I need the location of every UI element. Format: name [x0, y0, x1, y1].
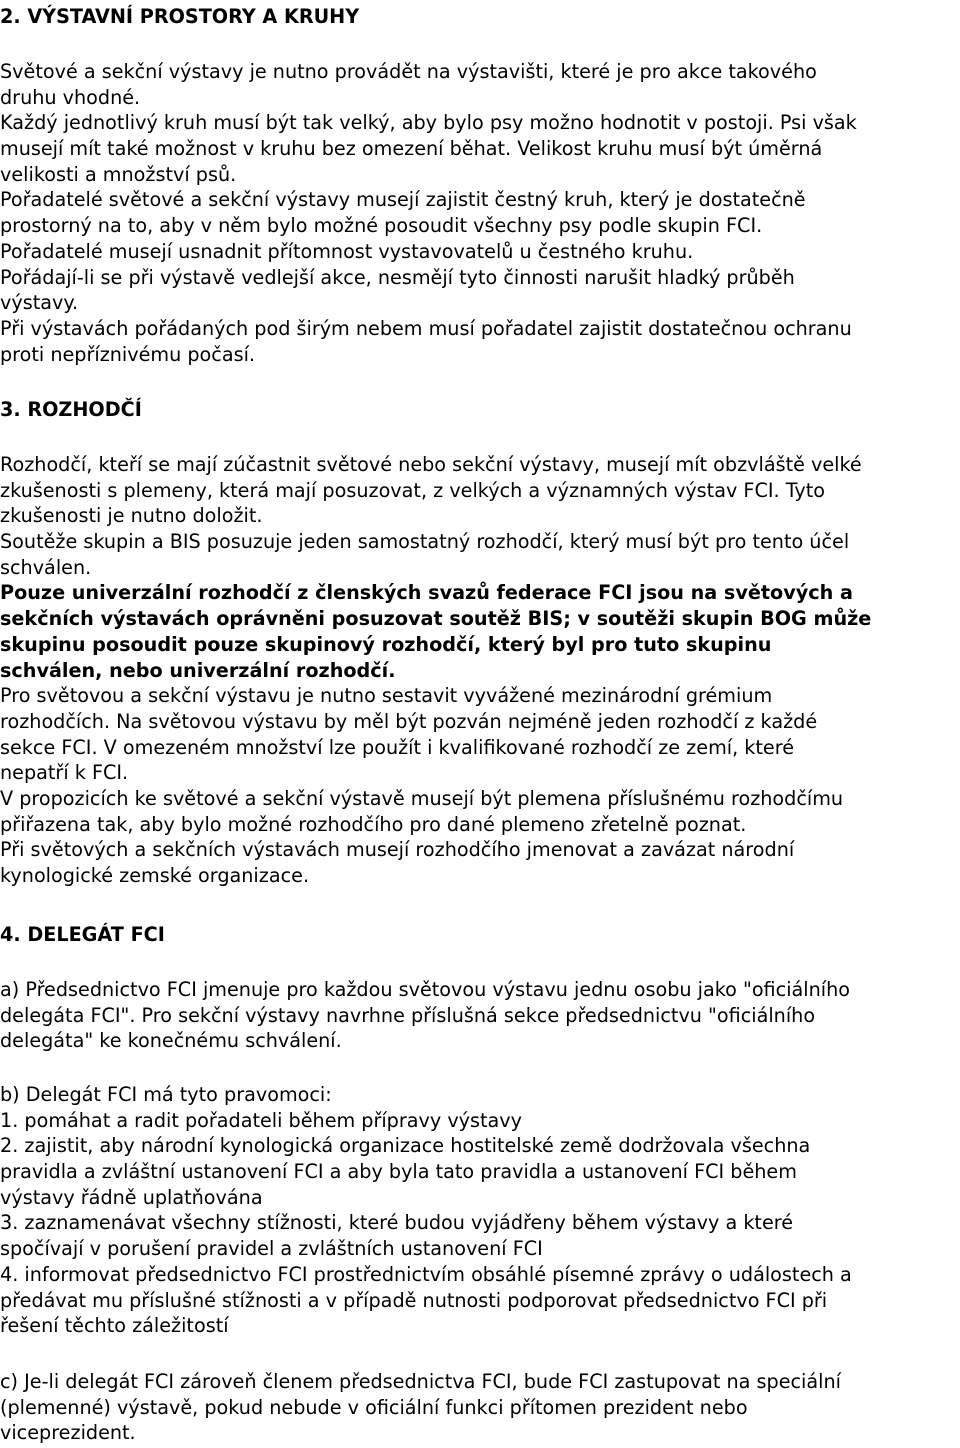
text-line: přiřazena tak, aby bylo možné rozhodčího pro dané plemeno zřetelně poznat.	[0, 812, 747, 836]
text-line: sekce FCI. V omezeném množství lze použít i kvalifikované rozhodčí ze zemí, které	[0, 735, 794, 759]
section-4-para-b	[0, 1082, 960, 1339]
section-4-para-a	[0, 977, 960, 1054]
text-line: Při světových a sekčních výstavách musejí rozhodčího jmenovat a zavázat národní	[0, 838, 795, 862]
text-line: zkušenosti je nutno doložit.	[0, 504, 263, 528]
text-line: výstavy.	[0, 291, 79, 315]
section-3-heading-block	[0, 397, 960, 423]
text-line: velikosti a množství psů.	[0, 162, 237, 186]
text-line: Soutěže skupin a BIS posuzuje jeden samostatný rozhodčí, který musí být pro tento účel	[0, 530, 850, 554]
section-4-heading: 4. DELEGÁT FCI	[0, 923, 165, 946]
text-line: Pro světovou a sekční výstavu je nutno sestavit vyvážené mezinárodní grémium	[0, 684, 773, 708]
text-line: prostorný na to, aby v něm bylo možné posoudit všechny psy podle skupin FCI.	[0, 214, 763, 238]
text-line: Každý jednotlivý kruh musí být tak velký, aby bylo psy možno hodnotit v postoji. Psi však	[0, 111, 857, 135]
text-line: Pořádají-li se při výstavě vedlejší akce, nesmějí tyto činnosti narušit hladký průběh	[0, 265, 795, 289]
text-line: proti nepříznivému počasí.	[0, 342, 256, 366]
section-2-heading: 2. VÝSTAVNÍ PROSTORY A KRUHY	[0, 5, 360, 28]
list-item: 3. zaznamenávat všechny stížnosti, které budou vyjádřeny během výstavy a které	[0, 1211, 794, 1235]
text-line: a) Předsednictvo FCI jmenuje pro každou světovou výstavu jednu osobu jako "oficiálního	[0, 978, 851, 1001]
text-line: Světové a sekční výstavy je nutno provádět na výstavišti, které je pro akce takového	[0, 60, 817, 83]
section-4-heading-block	[0, 922, 960, 948]
text-line: V propozicích ke světové a sekční výstavě musejí být plemena příslušnému rozhodčímu	[0, 786, 844, 810]
section-4-para-c	[0, 1369, 960, 1446]
text-line: viceprezident.	[0, 1421, 136, 1445]
text-line: řešení těchto záležitostí	[0, 1314, 229, 1338]
bold-text-line: sekčních výstavách oprávněni posuzovat soutěž BIS; v soutěži skupin BOG může	[0, 607, 872, 631]
section-3-heading: 3. ROZHODČÍ	[0, 398, 142, 421]
text-line: schválen.	[0, 555, 92, 579]
text-line: kynologické zemské organizace.	[0, 864, 310, 887]
section-2-body	[0, 59, 960, 367]
text-line: b) Delegát FCI má tyto pravomoci:	[0, 1083, 332, 1106]
text-line: Pořadatelé světové a sekční výstavy musejí zajistit čestný kruh, který je dostatečně	[0, 188, 806, 212]
text-line: Pořadatelé musejí usnadnit přítomnost vystavovatelů u čestného kruhu.	[0, 239, 694, 263]
bold-text-line: skupinu posoudit pouze skupinový rozhodčí, který byl pro tuto skupinu	[0, 632, 772, 656]
text-line: zkušenosti s plemeny, která mají posuzovat, z velkých a významných výstav FCI. Tyto	[0, 478, 826, 502]
section-2-heading-block	[0, 4, 960, 30]
text-line: delegáta FCI". Pro sekční výstavy navrhne příslušná sekce předsednictvu "oficiálního	[0, 1003, 816, 1027]
text-line: musejí mít také možnost v kruhu bez omezení běhat. Velikost kruhu musí být úměrná	[0, 137, 823, 161]
text-line: Při výstavách pořádaných pod širým nebem musí pořadatel zajistit dostatečnou ochranu	[0, 316, 852, 340]
text-line: delegáta" ke konečnému schválení.	[0, 1029, 342, 1053]
section-3-body	[0, 452, 960, 889]
list-item: 1. pomáhat a radit pořadateli během přípravy výstavy	[0, 1108, 523, 1132]
text-line: výstavy řádně uplatňována	[0, 1185, 263, 1209]
text-line: spočívají v porušení pravidel a zvláštních ustanovení FCI	[0, 1237, 543, 1261]
text-line: Rozhodčí, kteří se mají zúčastnit světové nebo sekční výstavy, musejí mít obzvláště velké	[0, 453, 862, 476]
text-line: předávat mu příslušné stížnosti a v případě nutnosti podporovat předsednictvo FCI při	[0, 1288, 828, 1312]
bold-text-line: schválen, nebo univerzální rozhodčí.	[0, 658, 396, 682]
text-line: pravidla a zvláštní ustanovení FCI a aby byla tato pravidla a ustanovení FCI během	[0, 1160, 797, 1184]
list-item: 4. informovat předsednictvo FCI prostřednictvím obsáhlé písemné zprávy o událostech a	[0, 1262, 852, 1286]
text-line: rozhodčích. Na světovou výstavu by měl být pozván nejméně jeden rozhodčí z každé	[0, 709, 818, 733]
bold-text-line: Pouze univerzální rozhodčí z členských svazů federace FCI jsou na světových a	[0, 581, 853, 605]
text-line: nepatří k FCI.	[0, 761, 129, 785]
text-line: c) Je-li delegát FCI zároveň členem předsednictva FCI, bude FCI zastupovat na speciální	[0, 1370, 841, 1393]
list-item: 2. zajistit, aby národní kynologická organizace hostitelské země dodržovala všechna	[0, 1134, 811, 1158]
text-line: druhu vhodné.	[0, 85, 141, 109]
text-line: (plemenné) výstavě, pokud nebude v oficiální funkci přítomen prezident nebo	[0, 1395, 748, 1419]
